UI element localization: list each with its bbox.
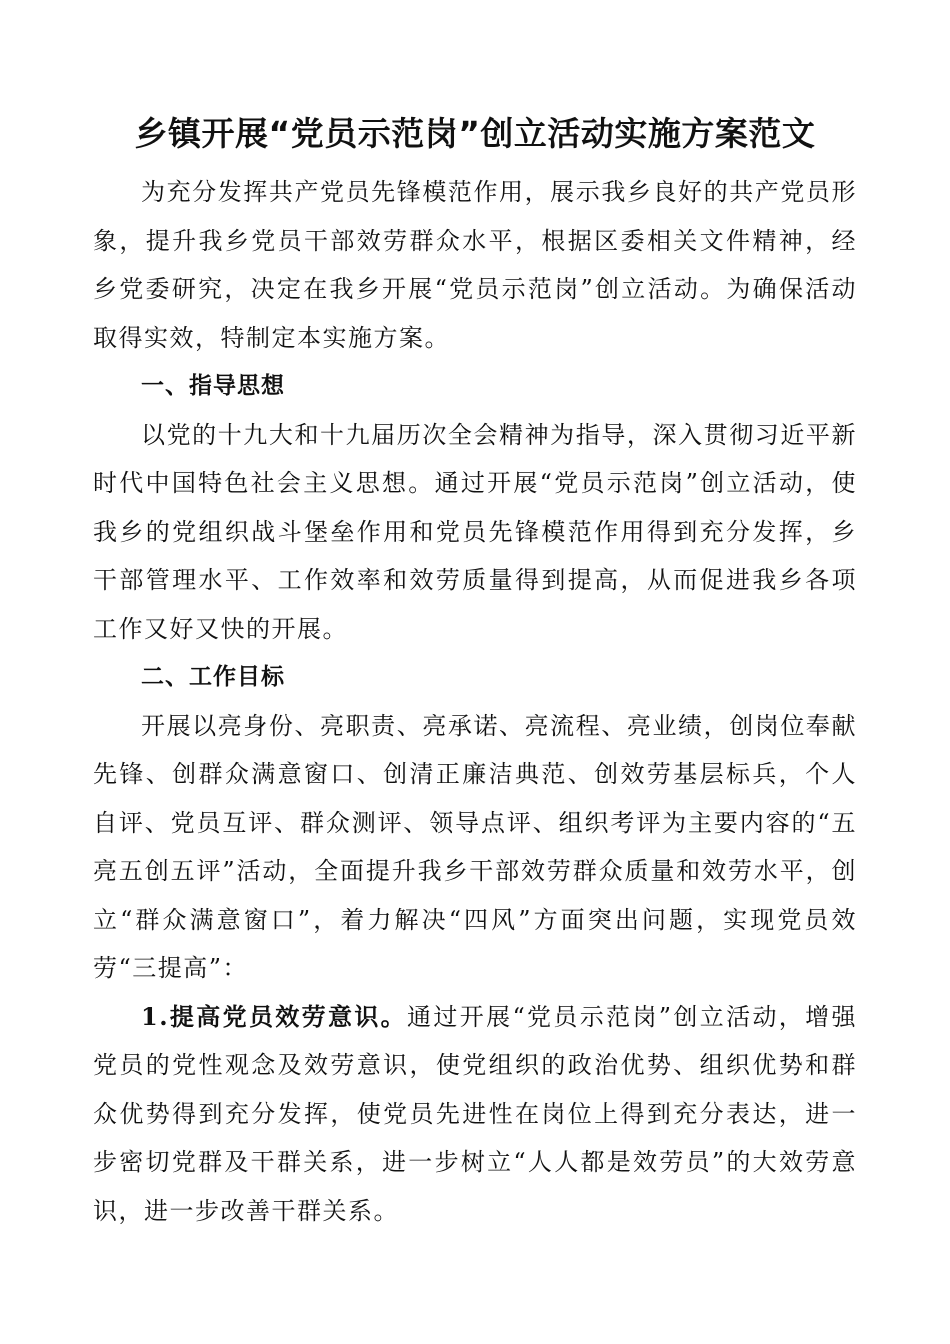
list-item-lead: 1.提高党员效劳意识。 [141, 1001, 408, 1031]
intro-paragraph: 为充分发挥共产党员先锋模范作用，展示我乡良好的共产党员形象，提升我乡党员干部效劳群众水平，根据区委相关文件精神，经乡党委研究，决定在我乡开展“党员示范岗”创立活动。为确保活动取得实效，特制定本实施方案。 [93, 178, 857, 352]
section-heading-guiding-ideology: 一、指导思想 [141, 373, 285, 399]
list-item-service-awareness [93, 993, 857, 1236]
document-page [93, 104, 857, 1235]
section-body-guiding-ideology: 以党的十九大和十九届历次全会精神为指导，深入贯彻习近平新时代中国特色社会主义思想。通过开展“党员示范岗”创立活动，使我乡的党组织战斗堡垒作用和党员先锋模范作用得到充分发挥，乡干部管理水平、工作效率和效劳质量得到提高，从而促进我乡各项工作又好又快的开展。 [93, 420, 857, 643]
list-item-body: 通过开展“党员示范岗”创立活动，增强党员的党性观念及效劳意识，使党组织的政治优势、组织优势和群众优势得到充分发挥，使党员先进性在岗位上得到充分表达，进一步密切党群及干群关系，进一步树立“人人都是效劳员”的大效劳意识，进一步改善干群关系。 [93, 1002, 857, 1225]
section-heading-work-goals: 二、工作目标 [141, 664, 285, 690]
section-body-work-goals: 开展以亮身份、亮职责、亮承诺、亮流程、亮业绩，创岗位奉献先锋、创群众满意窗口、创清正廉洁典范、创效劳基层标兵，个人自评、党员互评、群众测评、领导点评、组织考评为主要内容的“五亮五创五评”活动，全面提升我乡干部效劳群众质量和效劳水平，创立“群众满意窗口”，着力解决“四风”方面突出问题，实现党员效劳“三提高”： [93, 711, 857, 982]
document-title: 乡镇开展“党员示范岗”创立活动实施方案范文 [134, 114, 816, 153]
